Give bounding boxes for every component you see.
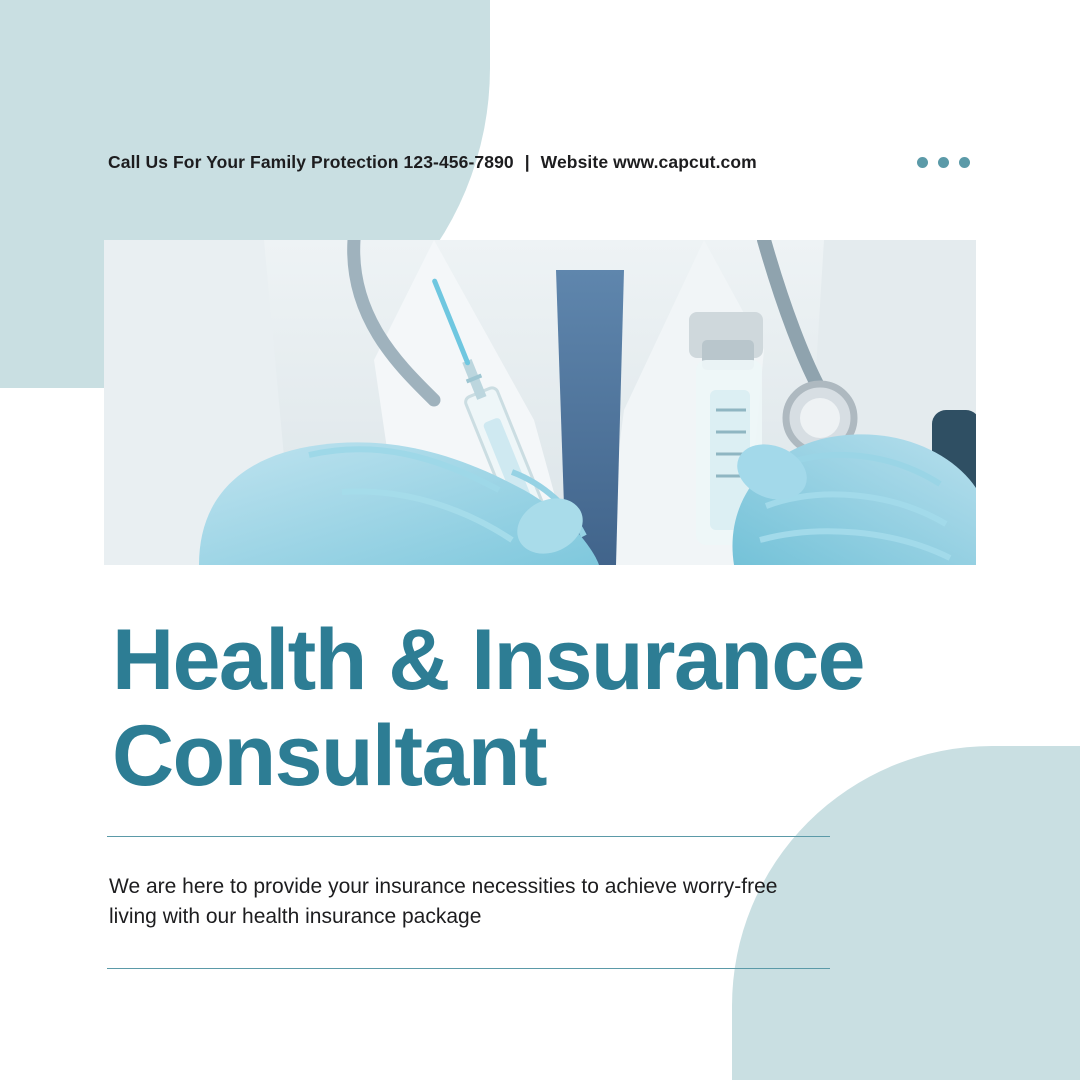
dot-3: [959, 157, 970, 168]
subtitle-text: We are here to provide your insurance necessities to achieve worry-free living with our health insurance package: [109, 875, 778, 929]
hero-illustration: [104, 240, 976, 565]
divider-bottom: [107, 968, 830, 969]
website-text: Website www.capcut.com: [540, 152, 757, 172]
header-bar: [108, 152, 972, 173]
dot-1: [917, 157, 928, 168]
header-separator: |: [524, 152, 530, 172]
contact-info: [108, 152, 757, 173]
hero-image: [104, 240, 976, 565]
page-title: Health & Insurance Consultant: [112, 612, 864, 805]
divider-top: [107, 836, 830, 837]
contact-phone-text: Call Us For Your Family Protection 123-456-7890: [108, 152, 514, 172]
three-dots-icon: [917, 157, 972, 168]
dot-2: [938, 157, 949, 168]
